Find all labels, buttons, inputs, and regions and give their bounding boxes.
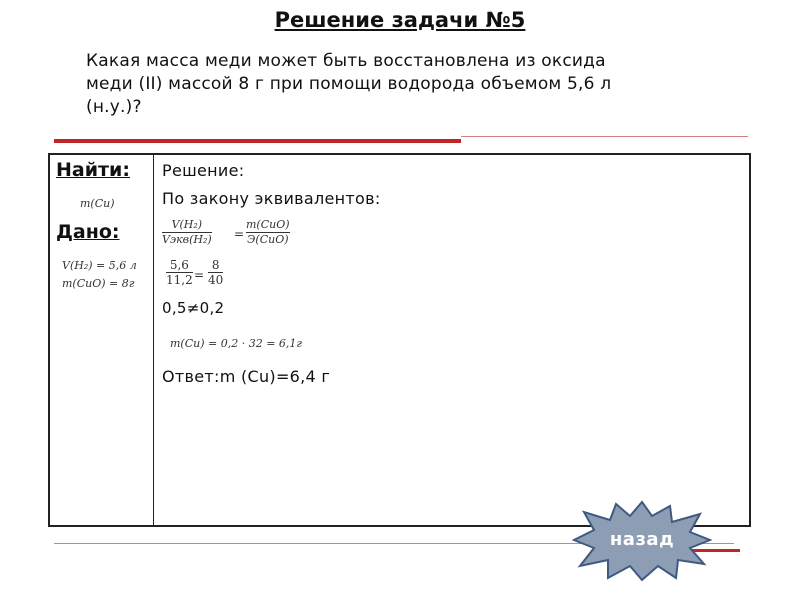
given-mass: m(CuO) = 8г	[62, 277, 135, 290]
fraction-mass-num: m(CuO)	[246, 218, 290, 231]
back-button-label: назад	[609, 529, 675, 550]
given-volume: V(H₂) = 5,6 л	[62, 259, 137, 272]
page-title: Решение задачи №5	[274, 8, 526, 32]
inequality: 0,5≠0,2	[162, 299, 225, 317]
find-label: Найти:	[56, 159, 130, 181]
fraction-numeric-mass	[208, 259, 223, 286]
problem-line-1: Какая масса меди может быть восстановлена из оксида	[86, 51, 606, 71]
fraction-mass-den: Э(CuO)	[247, 233, 289, 246]
fraction-numeric-volume-num: 5,6	[169, 258, 189, 272]
fraction-mass	[246, 219, 290, 246]
problem-line-2: меди (II) массой 8 г при помощи водорода объемом 5,6 л	[86, 74, 612, 94]
top-divider-thick	[54, 139, 461, 143]
fraction-volume	[162, 219, 212, 246]
fraction-volume-den: Vэкв(H₂)	[162, 233, 212, 246]
equals-sign-1: =	[234, 227, 245, 241]
fraction-numeric-volume	[166, 259, 193, 286]
copper-mass-formula: m(Cu) = 0,2 · 32 = 6,1г	[170, 337, 302, 350]
problem-line-3: (н.у.)?	[86, 97, 142, 117]
top-divider-thin	[461, 136, 748, 137]
answer-text: Ответ:m (Cu)=6,4 г	[162, 367, 331, 386]
equivalents-law: По закону эквивалентов:	[162, 189, 381, 208]
find-formula: m(Cu)	[80, 197, 115, 210]
fraction-volume-num: V(H₂)	[171, 218, 203, 231]
given-label: Дано:	[56, 221, 120, 243]
back-button[interactable]	[572, 500, 712, 582]
equals-sign-2: =	[194, 268, 205, 282]
fraction-numeric-mass-num: 8	[211, 258, 220, 272]
column-divider	[153, 155, 154, 525]
solution-heading: Решение:	[162, 161, 245, 180]
find-given-cell	[50, 155, 153, 525]
solution-cell	[162, 155, 749, 525]
fraction-numeric-volume-den: 11,2	[166, 273, 193, 287]
solution-table	[48, 153, 751, 527]
problem-text	[86, 50, 726, 119]
fraction-numeric-mass-den: 40	[208, 273, 224, 287]
